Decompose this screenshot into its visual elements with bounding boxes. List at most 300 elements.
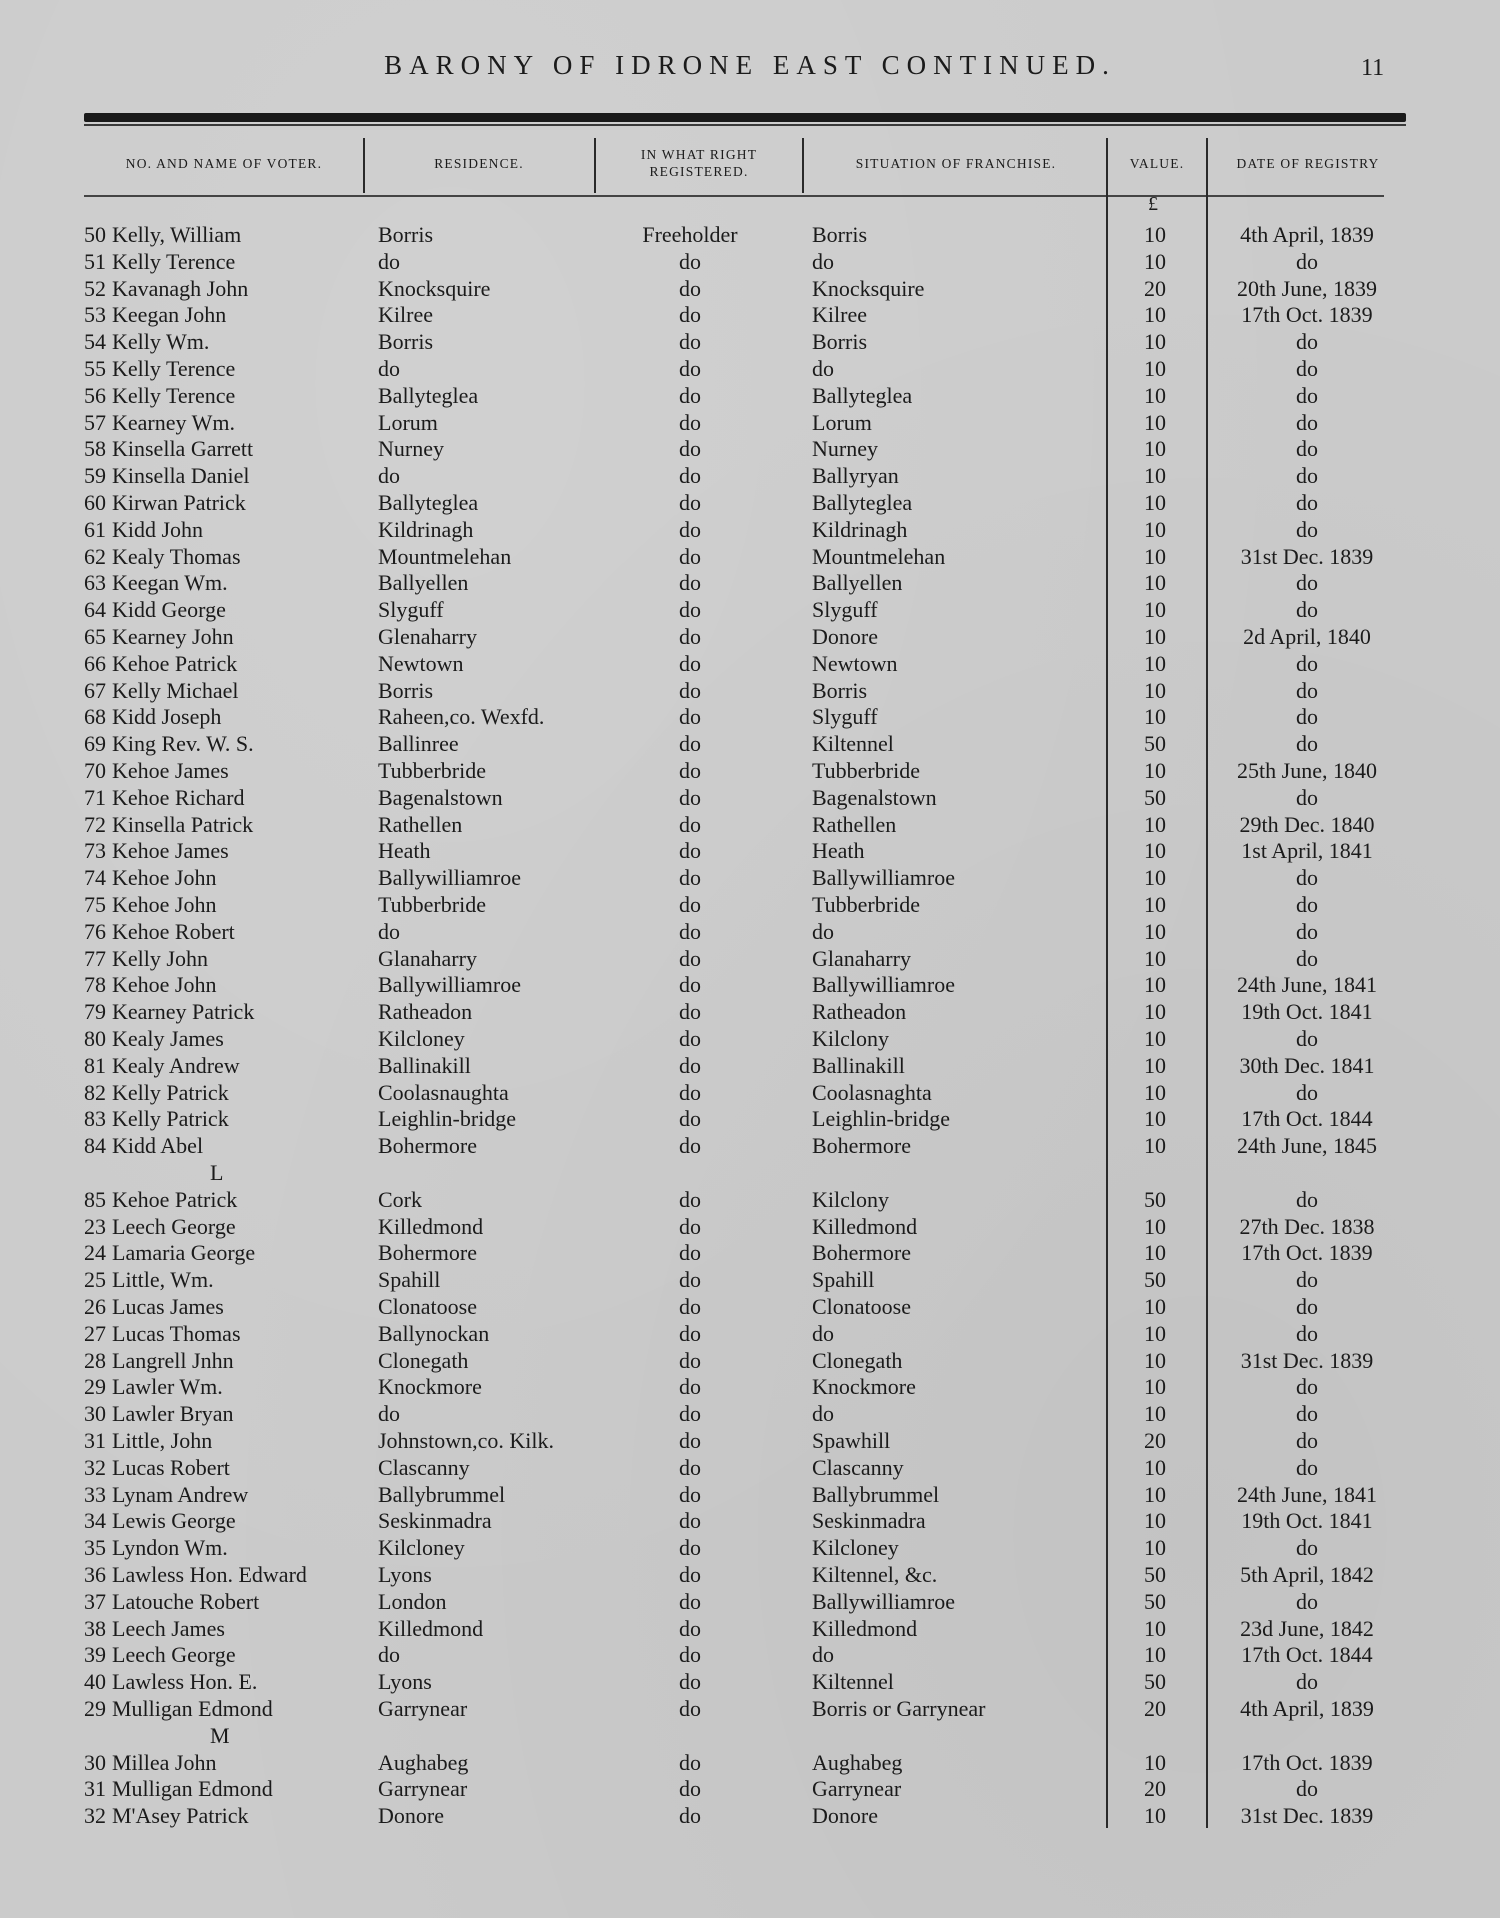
registration-right: do: [679, 516, 701, 542]
registry-date: do: [1296, 892, 1318, 917]
value: 50: [1144, 1562, 1166, 1587]
registration-right: do: [679, 838, 701, 864]
voter-name: Lawless Hon. E.: [112, 1669, 258, 1695]
value: 10: [1144, 1454, 1166, 1480]
voter-number: 74: [84, 865, 106, 891]
registry-date: do: [1296, 436, 1318, 462]
value: 10: [1144, 758, 1166, 783]
voter-name: Kearney John: [112, 624, 234, 649]
value: 10: [1144, 222, 1166, 247]
registry-date: do: [1296, 731, 1318, 757]
voter-number: 69: [84, 731, 106, 757]
registration-right: Freeholder: [642, 222, 738, 247]
registry-date: 17th Oct. 1844: [1241, 1106, 1373, 1132]
registry-date: do: [1296, 597, 1318, 623]
registration-right: do: [679, 1374, 701, 1400]
value: 10: [1144, 1347, 1166, 1373]
registry-date: do: [1296, 1588, 1318, 1614]
value: 10: [1144, 972, 1166, 998]
franchise-situation: Clonatoose: [812, 1294, 911, 1319]
value: 10: [1144, 570, 1166, 596]
residence: Donore: [378, 1803, 444, 1829]
franchise-situation: Kilcloney: [812, 1535, 899, 1561]
registry-date: do: [1296, 1079, 1318, 1105]
table-row: [0, 1348, 1500, 1374]
voter-name: Kealy Andrew: [112, 1052, 240, 1078]
registry-date: 2d April, 1840: [1243, 624, 1371, 649]
residence: Spahill: [378, 1267, 441, 1293]
residence: Ballybrummel: [378, 1481, 506, 1507]
franchise-situation: Coolasnaghta: [812, 1079, 932, 1105]
residence: Slyguff: [378, 597, 444, 623]
table-row: [0, 812, 1500, 838]
section-letter: M: [210, 1722, 230, 1748]
registration-right: do: [679, 865, 701, 891]
table-row: [0, 651, 1500, 677]
registry-date: 4th April, 1839: [1240, 222, 1374, 247]
franchise-situation: Kiltennel: [812, 1669, 894, 1695]
voter-name: Kirwan Patrick: [112, 490, 246, 515]
residence: Ballywilliamroe: [378, 865, 521, 891]
column-divider: [594, 138, 596, 193]
voter-name: Kidd George: [112, 597, 226, 623]
registration-right: do: [679, 1454, 701, 1480]
column-header-date: DATE OF REGISTRY: [1236, 155, 1380, 171]
franchise-situation: do: [812, 1320, 834, 1346]
franchise-situation: Lorum: [812, 409, 872, 435]
table-row: [0, 624, 1500, 650]
registration-right: do: [679, 1803, 701, 1829]
registration-right: do: [679, 1588, 701, 1614]
value: 10: [1144, 302, 1166, 328]
franchise-situation: Tubberbride: [812, 758, 920, 783]
registration-right: do: [679, 1133, 701, 1159]
voter-name: Lawless Hon. Edward: [112, 1562, 307, 1587]
value: 10: [1144, 838, 1166, 864]
registry-date: 30th Dec. 1841: [1239, 1052, 1375, 1078]
column-divider: [802, 138, 804, 193]
residence: do: [378, 463, 400, 489]
franchise-situation: Killedmond: [812, 1615, 918, 1641]
franchise-situation: Kilclony: [812, 1186, 889, 1212]
voter-number: 66: [84, 650, 106, 676]
franchise-situation: Spahill: [812, 1267, 875, 1293]
voter-name: Kehoe James: [112, 758, 229, 783]
residence: Lyons: [378, 1669, 432, 1695]
franchise-situation: Donore: [812, 624, 878, 649]
table-row: [0, 436, 1500, 462]
voter-name: Lynam Andrew: [112, 1481, 249, 1507]
residence: Knockmore: [378, 1374, 482, 1400]
residence: Aughabeg: [378, 1749, 469, 1775]
registration-right: do: [679, 1428, 701, 1453]
franchise-situation: Kiltennel, &c.: [812, 1562, 938, 1587]
table-row: [0, 1642, 1500, 1668]
value: 10: [1144, 945, 1166, 971]
registry-date: do: [1296, 677, 1318, 703]
voter-number: 29: [84, 1374, 106, 1400]
residence: do: [378, 1642, 400, 1668]
registration-right: do: [679, 624, 701, 649]
franchise-situation: Ballyteglea: [812, 490, 913, 515]
value: 10: [1144, 329, 1166, 355]
registry-date: 31st Dec. 1839: [1240, 543, 1374, 569]
residence: Heath: [378, 838, 431, 864]
franchise-situation: Kilree: [812, 302, 867, 328]
voter-name: Kelly John: [112, 945, 208, 971]
franchise-situation: Ballywilliamroe: [812, 865, 955, 891]
franchise-situation: Clonegath: [812, 1347, 903, 1373]
table-row: [0, 946, 1500, 972]
voter-number: 81: [84, 1052, 106, 1078]
registry-date: do: [1296, 409, 1318, 435]
voter-name: Millea John: [112, 1749, 217, 1775]
table-row: [0, 356, 1500, 382]
voter-number: 30: [84, 1401, 106, 1427]
residence: Bagenalstown: [378, 784, 503, 810]
voter-name: Kehoe John: [112, 892, 217, 917]
table-row: [0, 731, 1500, 757]
residence: Lorum: [378, 409, 438, 435]
column-header-residence: RESIDENCE.: [434, 155, 524, 171]
residence: Mountmelehan: [378, 543, 512, 569]
column-header-voter: NO. AND NAME OF VOTER.: [125, 155, 323, 171]
table-row: [0, 1616, 1500, 1642]
residence: Ballywilliamroe: [378, 972, 521, 998]
franchise-situation: Mountmelehan: [812, 543, 946, 569]
residence: Kilcloney: [378, 1026, 465, 1051]
residence: Clonatoose: [378, 1294, 477, 1319]
registration-right: do: [679, 436, 701, 462]
residence: Newtown: [378, 650, 464, 676]
franchise-situation: Newtown: [812, 650, 898, 676]
voter-name: Keegan Wm.: [112, 570, 228, 596]
voter-name: Kavanagh John: [112, 275, 249, 301]
residence: Killedmond: [378, 1615, 484, 1641]
voter-number: 62: [84, 543, 106, 569]
voter-number: 78: [84, 972, 106, 998]
residence: Lyons: [378, 1562, 432, 1587]
voter-name: Kidd Abel: [112, 1133, 204, 1159]
voter-number: 72: [84, 811, 106, 837]
value: 50: [1144, 1186, 1166, 1212]
voter-number: 71: [84, 784, 106, 810]
voter-name: Kelly Terence: [112, 248, 236, 274]
residence: Clascanny: [378, 1454, 470, 1480]
section-letter: L: [210, 1160, 224, 1185]
voter-name: Kelly Michael: [112, 677, 239, 703]
franchise-situation: Clascanny: [812, 1454, 904, 1480]
registry-date: do: [1296, 784, 1318, 810]
registry-date: do: [1296, 1294, 1318, 1319]
table-row: [0, 972, 1500, 998]
voter-number: 85: [84, 1186, 106, 1212]
residence: Glanaharry: [378, 945, 477, 971]
voter-name: Kelly Patrick: [112, 1106, 229, 1132]
value: 50: [1144, 731, 1166, 757]
table-row: [0, 517, 1500, 543]
table-row: [0, 1133, 1500, 1159]
value: 10: [1144, 1749, 1166, 1775]
franchise-situation: Borris or Garrynear: [812, 1696, 986, 1721]
franchise-situation: Bagenalstown: [812, 784, 937, 810]
voter-name: Kehoe James: [112, 838, 229, 864]
registration-right: do: [679, 1615, 701, 1641]
registry-date: 20th June, 1839: [1237, 275, 1377, 301]
value: 10: [1144, 1535, 1166, 1561]
voter-name: Mulligan Edmond: [112, 1776, 273, 1802]
value: 10: [1144, 999, 1166, 1025]
residence: Ballinree: [378, 731, 459, 757]
value: 10: [1144, 704, 1166, 730]
table-row: [0, 865, 1500, 891]
residence: Borris: [378, 677, 433, 703]
voter-number: 31: [84, 1776, 106, 1802]
registry-date: 19th Oct. 1841: [1241, 1508, 1373, 1534]
registration-right: do: [679, 570, 701, 596]
voter-name: Kehoe Richard: [112, 784, 245, 810]
table-row: [0, 1535, 1500, 1561]
voter-number: 26: [84, 1294, 106, 1319]
voter-name: Kehoe Patrick: [112, 650, 238, 676]
franchise-situation: Kiltennel: [812, 731, 894, 757]
voter-name: Kinsella Garrett: [112, 436, 254, 462]
residence: Ballinakill: [378, 1052, 471, 1078]
registration-right: do: [679, 784, 701, 810]
voter-number: 59: [84, 463, 106, 489]
value: 10: [1144, 1374, 1166, 1400]
residence: Borris: [378, 222, 433, 247]
registry-date: do: [1296, 1374, 1318, 1400]
registration-right: do: [679, 1776, 701, 1802]
registration-right: do: [679, 650, 701, 676]
residence: Killedmond: [378, 1213, 484, 1239]
registration-right: do: [679, 356, 701, 381]
voter-name: Lawler Bryan: [112, 1401, 234, 1427]
value: 10: [1144, 1508, 1166, 1534]
voter-number: 77: [84, 945, 106, 971]
registry-date: do: [1296, 650, 1318, 676]
voter-number: 54: [84, 329, 106, 355]
franchise-situation: Donore: [812, 1803, 878, 1829]
voter-number: 83: [84, 1106, 106, 1132]
table-row: [0, 1080, 1500, 1106]
registration-right: do: [679, 811, 701, 837]
voter-number: 24: [84, 1240, 106, 1266]
value: 10: [1144, 865, 1166, 891]
voter-number: 34: [84, 1508, 106, 1534]
franchise-situation: Aughabeg: [812, 1749, 903, 1775]
residence: Knocksquire: [378, 275, 491, 301]
value: 50: [1144, 1669, 1166, 1695]
voter-name: Kealy Thomas: [112, 543, 241, 569]
voter-name: Kinsella Patrick: [112, 811, 254, 837]
residence: Ballyteglea: [378, 382, 479, 408]
residence: do: [378, 1401, 400, 1427]
value: 50: [1144, 1588, 1166, 1614]
voter-number: 58: [84, 436, 106, 462]
franchise-situation: Ballyryan: [812, 463, 899, 489]
value: 10: [1144, 1213, 1166, 1239]
voter-name: Lucas Robert: [112, 1454, 230, 1480]
registration-right: do: [679, 463, 701, 489]
voter-name: Kelly, William: [112, 222, 242, 247]
registration-right: do: [679, 945, 701, 971]
residence: Borris: [378, 329, 433, 355]
voter-number: 32: [84, 1454, 106, 1480]
registry-date: do: [1296, 704, 1318, 730]
voter-name: Lucas James: [112, 1294, 224, 1319]
value: 10: [1144, 516, 1166, 542]
value: 10: [1144, 1052, 1166, 1078]
registry-date: do: [1296, 865, 1318, 891]
value: 20: [1144, 275, 1166, 301]
table-row: [0, 1508, 1500, 1534]
residence: Bohermore: [378, 1240, 477, 1266]
registration-right: do: [679, 1320, 701, 1346]
franchise-situation: Glanaharry: [812, 945, 911, 971]
value: 20: [1144, 1776, 1166, 1802]
voter-number: 27: [84, 1320, 106, 1346]
value: 10: [1144, 892, 1166, 917]
voter-number: 67: [84, 677, 106, 703]
table-row: [0, 249, 1500, 275]
table-row: [0, 892, 1500, 918]
value: 10: [1144, 677, 1166, 703]
voter-name: King Rev. W. S.: [112, 731, 254, 757]
registration-right: do: [679, 1186, 701, 1212]
voter-number: 25: [84, 1267, 106, 1293]
voter-number: 23: [84, 1213, 106, 1239]
value: 10: [1144, 811, 1166, 837]
value: 10: [1144, 409, 1166, 435]
table-row: [0, 597, 1500, 623]
voter-number: 38: [84, 1615, 106, 1641]
residence: Nurney: [378, 436, 444, 462]
registry-date: 24th June, 1841: [1237, 1481, 1377, 1507]
table-row: [0, 1321, 1500, 1347]
franchise-situation: Borris: [812, 677, 867, 703]
residence: Ballyteglea: [378, 490, 479, 515]
table-row: [0, 329, 1500, 355]
voter-name: Kelly Patrick: [112, 1079, 229, 1105]
franchise-situation: Slyguff: [812, 704, 878, 730]
voter-name: Lamaria George: [112, 1240, 256, 1266]
franchise-situation: do: [812, 1401, 834, 1427]
residence: Kildrinagh: [378, 516, 474, 542]
registry-date: do: [1296, 1186, 1318, 1212]
registration-right: do: [679, 382, 701, 408]
registration-right: do: [679, 275, 701, 301]
table-row: [0, 919, 1500, 945]
franchise-situation: Killedmond: [812, 1213, 918, 1239]
value: 10: [1144, 624, 1166, 649]
value: 10: [1144, 382, 1166, 408]
residence: Ratheadon: [378, 999, 473, 1025]
registry-date: 17th Oct. 1839: [1241, 1749, 1373, 1775]
franchise-situation: Borris: [812, 329, 867, 355]
voter-name: Lyndon Wm.: [112, 1535, 228, 1561]
registration-right: do: [679, 1481, 701, 1507]
franchise-situation: Bohermore: [812, 1133, 911, 1159]
registry-date: 27th Dec. 1838: [1239, 1213, 1375, 1239]
registry-date: do: [1296, 1428, 1318, 1453]
residence: do: [378, 918, 400, 944]
registration-right: do: [679, 329, 701, 355]
registration-right: do: [679, 1535, 701, 1561]
voter-name: Kelly Terence: [112, 356, 236, 381]
registration-right: do: [679, 409, 701, 435]
registration-right: do: [679, 677, 701, 703]
table-row: [0, 1669, 1500, 1695]
value: 10: [1144, 463, 1166, 489]
franchise-situation: Leighlin-bridge: [812, 1106, 951, 1132]
voter-name: Lawler Wm.: [112, 1374, 223, 1400]
voter-name: Mulligan Edmond: [112, 1696, 273, 1721]
residence: Raheen,co. Wexfd.: [378, 704, 545, 730]
residence: Glenaharry: [378, 624, 477, 649]
registration-right: do: [679, 1508, 701, 1534]
value: 10: [1144, 543, 1166, 569]
table-row: [0, 1026, 1500, 1052]
registry-date: do: [1296, 1535, 1318, 1561]
registry-date: do: [1296, 1401, 1318, 1427]
residence: Ballynockan: [378, 1320, 490, 1346]
franchise-situation: Ballybrummel: [812, 1481, 940, 1507]
voter-number: 31: [84, 1428, 106, 1453]
table-row: [0, 570, 1500, 596]
franchise-situation: Heath: [812, 838, 865, 864]
registry-date: 1st April, 1841: [1241, 838, 1373, 864]
table-row: [0, 758, 1500, 784]
table-row: [0, 222, 1500, 248]
voter-number: 39: [84, 1642, 106, 1668]
franchise-situation: Tubberbride: [812, 892, 920, 917]
residence: Tubberbride: [378, 892, 486, 917]
registry-date: do: [1296, 570, 1318, 596]
registration-right: do: [679, 731, 701, 757]
residence: London: [378, 1588, 447, 1614]
registration-right: do: [679, 1669, 701, 1695]
value: 10: [1144, 1026, 1166, 1051]
value: 10: [1144, 1401, 1166, 1427]
table-row: [0, 1374, 1500, 1400]
registry-date: 17th Oct. 1839: [1241, 302, 1373, 328]
franchise-situation: Seskinmadra: [812, 1508, 926, 1534]
registry-date: 24th June, 1845: [1237, 1133, 1377, 1159]
registry-date: do: [1296, 1267, 1318, 1293]
franchise-situation: Nurney: [812, 436, 878, 462]
value: 10: [1144, 1481, 1166, 1507]
registry-date: 17th Oct. 1844: [1241, 1642, 1373, 1668]
table-row: [0, 302, 1500, 328]
registry-date: do: [1296, 516, 1318, 542]
voter-name: Kehoe Patrick: [112, 1186, 238, 1212]
table-row: [0, 1401, 1500, 1427]
value: 10: [1144, 356, 1166, 381]
voter-name: Kearney Patrick: [112, 999, 255, 1025]
franchise-situation: Ballywilliamroe: [812, 1588, 955, 1614]
residence: Johnstown,co. Kilk.: [378, 1428, 554, 1453]
registration-right: do: [679, 248, 701, 274]
franchise-situation: Ballyellen: [812, 570, 903, 596]
franchise-situation: Bohermore: [812, 1240, 911, 1266]
table-row: [0, 1696, 1500, 1722]
table-row: [0, 1214, 1500, 1240]
value: 20: [1144, 1428, 1166, 1453]
voter-number: 55: [84, 356, 106, 381]
value: 50: [1144, 1267, 1166, 1293]
